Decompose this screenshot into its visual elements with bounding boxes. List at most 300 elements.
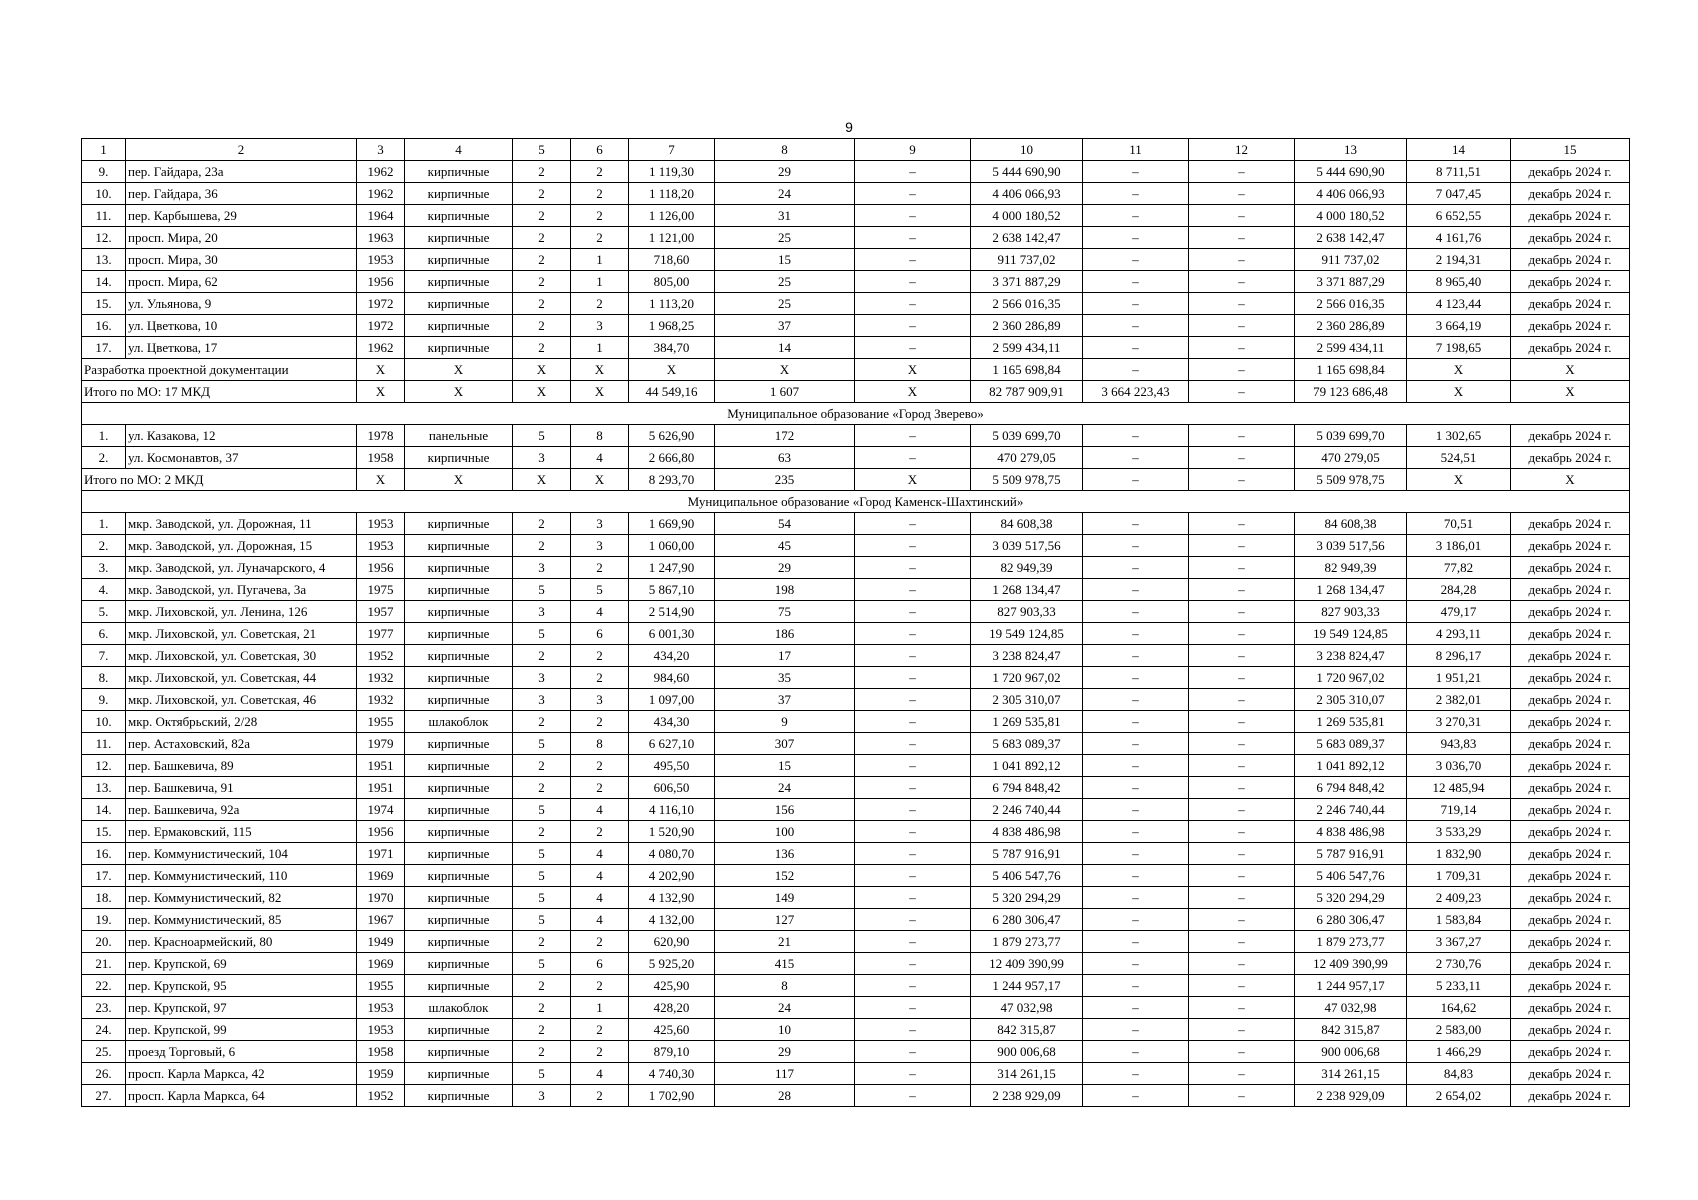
table-cell: 5	[513, 887, 571, 909]
row-index: 5.	[82, 601, 126, 623]
table-cell: 1 832,90	[1407, 843, 1511, 865]
column-number: 9	[855, 139, 971, 161]
table-row	[82, 711, 1630, 733]
table-cell: 1	[571, 337, 629, 359]
table-cell: 2 566 016,35	[971, 293, 1083, 315]
table-cell: кирпичные	[405, 733, 513, 755]
row-index: 14.	[82, 799, 126, 821]
table-cell: 1956	[357, 557, 405, 579]
table-cell: 1967	[357, 909, 405, 931]
section-header-row	[82, 403, 1630, 425]
table-cell: 5 925,20	[629, 953, 715, 975]
table-cell: 1932	[357, 689, 405, 711]
table-cell: –	[1189, 821, 1295, 843]
table-cell: –	[1189, 931, 1295, 953]
table-row	[82, 975, 1630, 997]
address-cell: пер. Башкевича, 92а	[126, 799, 357, 821]
table-cell: 172	[715, 425, 855, 447]
table-cell: декабрь 2024 г.	[1511, 425, 1630, 447]
address-cell: пер. Башкевича, 91	[126, 777, 357, 799]
table-cell: кирпичные	[405, 689, 513, 711]
table-cell: 3 238 824,47	[1295, 645, 1407, 667]
table-cell: –	[1083, 513, 1189, 535]
table-cell: декабрь 2024 г.	[1511, 1041, 1630, 1063]
table-cell: 6 627,10	[629, 733, 715, 755]
table-cell: 136	[715, 843, 855, 865]
total-cell: X	[1407, 381, 1511, 403]
table-cell: 29	[715, 1041, 855, 1063]
row-index: 22.	[82, 975, 126, 997]
table-cell: –	[1189, 843, 1295, 865]
total-row	[82, 469, 1630, 491]
table-cell: 2 238 929,09	[1295, 1085, 1407, 1107]
table-cell: 14	[715, 337, 855, 359]
table-cell: 3	[513, 447, 571, 469]
table-cell: 8 711,51	[1407, 161, 1511, 183]
table-cell: 2	[513, 931, 571, 953]
table-cell: 1 720 967,02	[1295, 667, 1407, 689]
table-cell: 1 041 892,12	[971, 755, 1083, 777]
table-cell: 1 268 134,47	[971, 579, 1083, 601]
table-row	[82, 183, 1630, 205]
table-cell: 2	[571, 1019, 629, 1041]
table-cell: кирпичные	[405, 909, 513, 931]
table-cell: –	[1083, 997, 1189, 1019]
table-cell: кирпичные	[405, 667, 513, 689]
table-cell: 879,10	[629, 1041, 715, 1063]
table-cell: 7 047,45	[1407, 183, 1511, 205]
table-cell: декабрь 2024 г.	[1511, 865, 1630, 887]
total-cell: X	[405, 469, 513, 491]
table-cell: 2 246 740,44	[1295, 799, 1407, 821]
column-number: 5	[513, 139, 571, 161]
table-cell: 1 060,00	[629, 535, 715, 557]
table-cell: –	[1189, 733, 1295, 755]
table-cell: 25	[715, 227, 855, 249]
table-cell: –	[855, 667, 971, 689]
table-cell: –	[855, 865, 971, 887]
table-cell: 842 315,87	[971, 1019, 1083, 1041]
table-cell: 1962	[357, 183, 405, 205]
row-index: 9.	[82, 689, 126, 711]
row-index: 6.	[82, 623, 126, 645]
table-cell: кирпичные	[405, 799, 513, 821]
table-cell: 842 315,87	[1295, 1019, 1407, 1041]
address-cell: пер. Ермаковский, 115	[126, 821, 357, 843]
table-cell: –	[1189, 997, 1295, 1019]
table-cell: 3 039 517,56	[1295, 535, 1407, 557]
table-cell: –	[855, 579, 971, 601]
table-row	[82, 447, 1630, 469]
total-cell: X	[571, 469, 629, 491]
table-cell: –	[1189, 1019, 1295, 1041]
total-cell: –	[1083, 469, 1189, 491]
table-cell: декабрь 2024 г.	[1511, 975, 1630, 997]
table-cell: –	[855, 161, 971, 183]
address-cell: мкр. Лиховской, ул. Ленина, 126	[126, 601, 357, 623]
table-cell: –	[855, 645, 971, 667]
address-cell: пер. Крупской, 95	[126, 975, 357, 997]
table-cell: 5 320 294,29	[1295, 887, 1407, 909]
table-cell: 2 194,31	[1407, 249, 1511, 271]
table-cell: 1952	[357, 1085, 405, 1107]
table-cell: декабрь 2024 г.	[1511, 1085, 1630, 1107]
table-cell: декабрь 2024 г.	[1511, 623, 1630, 645]
table-cell: –	[855, 249, 971, 271]
table-cell: 2	[513, 1041, 571, 1063]
address-cell: ул. Казакова, 12	[126, 425, 357, 447]
table-cell: 943,83	[1407, 733, 1511, 755]
table-cell: –	[1083, 667, 1189, 689]
address-cell: мкр. Заводской, ул. Дорожная, 11	[126, 513, 357, 535]
table-cell: 2	[513, 755, 571, 777]
table-cell: декабрь 2024 г.	[1511, 205, 1630, 227]
table-cell: 911 737,02	[1295, 249, 1407, 271]
table-cell: шлакоблок	[405, 711, 513, 733]
table-row	[82, 931, 1630, 953]
table-cell: –	[1189, 161, 1295, 183]
table-cell: 1932	[357, 667, 405, 689]
table-cell: 5	[513, 1063, 571, 1085]
table-row	[82, 425, 1630, 447]
table-cell: 2 360 286,89	[1295, 315, 1407, 337]
column-number: 1	[82, 139, 126, 161]
table-cell: 24	[715, 777, 855, 799]
row-index: 20.	[82, 931, 126, 953]
table-cell: 1 583,84	[1407, 909, 1511, 931]
table-cell: 1 244 957,17	[971, 975, 1083, 997]
table-cell: –	[1189, 975, 1295, 997]
table-cell: –	[855, 997, 971, 1019]
table-cell: декабрь 2024 г.	[1511, 1063, 1630, 1085]
table-cell: 186	[715, 623, 855, 645]
table-cell: кирпичные	[405, 271, 513, 293]
table-cell: 2	[513, 975, 571, 997]
table-cell: 4 000 180,52	[971, 205, 1083, 227]
table-cell: 4	[571, 843, 629, 865]
table-cell: 3 367,27	[1407, 931, 1511, 953]
table-cell: –	[1189, 557, 1295, 579]
table-cell: –	[1189, 953, 1295, 975]
table-cell: 1 879 273,77	[971, 931, 1083, 953]
address-cell: просп. Мира, 30	[126, 249, 357, 271]
table-cell: –	[1189, 755, 1295, 777]
table-cell: –	[1189, 315, 1295, 337]
table-cell: –	[1083, 623, 1189, 645]
table-cell: 1 302,65	[1407, 425, 1511, 447]
table-cell: декабрь 2024 г.	[1511, 513, 1630, 535]
table-body	[82, 139, 1630, 1107]
table-cell: –	[1083, 161, 1189, 183]
section-title: Муниципальное образование «Город Каменск-Шахтинский»	[82, 491, 1630, 513]
table-cell: 900 006,68	[1295, 1041, 1407, 1063]
address-cell: пер. Гайдара, 23а	[126, 161, 357, 183]
table-cell: 606,50	[629, 777, 715, 799]
table-cell: 1952	[357, 645, 405, 667]
table-cell: декабрь 2024 г.	[1511, 733, 1630, 755]
total-cell: X	[357, 381, 405, 403]
table-cell: 2	[571, 645, 629, 667]
table-cell: 307	[715, 733, 855, 755]
table-cell: –	[855, 689, 971, 711]
table-cell: декабрь 2024 г.	[1511, 799, 1630, 821]
table-cell: 45	[715, 535, 855, 557]
table-cell: панельные	[405, 425, 513, 447]
table-cell: 3	[571, 315, 629, 337]
table-cell: 1949	[357, 931, 405, 953]
table-cell: 3	[513, 1085, 571, 1107]
table-cell: 2 566 016,35	[1295, 293, 1407, 315]
table-cell: 6 280 306,47	[971, 909, 1083, 931]
table-cell: 434,30	[629, 711, 715, 733]
table-cell: 29	[715, 161, 855, 183]
table-cell: 2	[571, 293, 629, 315]
table-cell: –	[855, 953, 971, 975]
table-row	[82, 953, 1630, 975]
total-cell: 1 607	[715, 381, 855, 403]
address-cell: пер. Карбышева, 29	[126, 205, 357, 227]
table-cell: –	[1083, 425, 1189, 447]
table-cell: 1956	[357, 271, 405, 293]
table-row	[82, 997, 1630, 1019]
address-cell: просп. Мира, 20	[126, 227, 357, 249]
table-cell: 149	[715, 887, 855, 909]
row-index: 27.	[82, 1085, 126, 1107]
table-row	[82, 623, 1630, 645]
table-cell: 2 305 310,07	[971, 689, 1083, 711]
table-cell: –	[855, 557, 971, 579]
address-cell: просп. Мира, 62	[126, 271, 357, 293]
table-cell: –	[1189, 513, 1295, 535]
table-cell: –	[1083, 1063, 1189, 1085]
table-cell: 127	[715, 909, 855, 931]
table-cell: декабрь 2024 г.	[1511, 645, 1630, 667]
table-cell: –	[1189, 777, 1295, 799]
table-cell: –	[1083, 1085, 1189, 1107]
table-cell: кирпичные	[405, 1085, 513, 1107]
column-number: 11	[1083, 139, 1189, 161]
table-cell: 1 466,29	[1407, 1041, 1511, 1063]
table-cell: 5	[513, 843, 571, 865]
table-cell: 3 371 887,29	[1295, 271, 1407, 293]
table-cell: 1958	[357, 1041, 405, 1063]
table-cell: –	[1083, 315, 1189, 337]
column-number: 10	[971, 139, 1083, 161]
table-cell: 1969	[357, 953, 405, 975]
column-number: 6	[571, 139, 629, 161]
row-index: 12.	[82, 227, 126, 249]
row-index: 2.	[82, 535, 126, 557]
table-cell: 384,70	[629, 337, 715, 359]
row-index: 13.	[82, 777, 126, 799]
table-cell: 164,62	[1407, 997, 1511, 1019]
table-cell: 1957	[357, 601, 405, 623]
table-cell: 1975	[357, 579, 405, 601]
table-cell: декабрь 2024 г.	[1511, 689, 1630, 711]
table-cell: –	[855, 227, 971, 249]
table-cell: –	[855, 843, 971, 865]
table-cell: –	[1083, 271, 1189, 293]
total-cell: X	[855, 469, 971, 491]
total-cell: –	[1189, 469, 1295, 491]
row-index: 4.	[82, 579, 126, 601]
column-number: 15	[1511, 139, 1630, 161]
table-cell: 4 406 066,93	[1295, 183, 1407, 205]
address-cell: пер. Коммунистический, 110	[126, 865, 357, 887]
column-number: 12	[1189, 139, 1295, 161]
row-index: 17.	[82, 337, 126, 359]
table-cell: –	[855, 601, 971, 623]
table-cell: 5 444 690,90	[1295, 161, 1407, 183]
table-cell: –	[1083, 579, 1189, 601]
table-row	[82, 777, 1630, 799]
table-cell: 5 406 547,76	[971, 865, 1083, 887]
table-cell: –	[1189, 425, 1295, 447]
address-cell: пер. Астаховский, 82а	[126, 733, 357, 755]
table-cell: –	[855, 777, 971, 799]
table-cell: 2 360 286,89	[971, 315, 1083, 337]
table-cell: 5 683 089,37	[1295, 733, 1407, 755]
total-cell: X	[513, 381, 571, 403]
table-cell: 6	[571, 623, 629, 645]
table-cell: 2	[513, 227, 571, 249]
table-cell: –	[1189, 711, 1295, 733]
row-index: 16.	[82, 843, 126, 865]
address-cell: мкр. Заводской, ул. Пугачева, 3а	[126, 579, 357, 601]
table-cell: 428,20	[629, 997, 715, 1019]
table-cell: 77,82	[1407, 557, 1511, 579]
table-cell: –	[855, 975, 971, 997]
table-cell: кирпичные	[405, 645, 513, 667]
total-cell: 3 664 223,43	[1083, 381, 1189, 403]
table-cell: –	[1083, 931, 1189, 953]
table-cell: 2 382,01	[1407, 689, 1511, 711]
table-cell: 8	[715, 975, 855, 997]
row-index: 13.	[82, 249, 126, 271]
table-cell: кирпичные	[405, 953, 513, 975]
table-cell: 8 965,40	[1407, 271, 1511, 293]
table-cell: 2	[571, 777, 629, 799]
table-cell: –	[1083, 183, 1189, 205]
total-cell: 1 165 698,84	[1295, 359, 1407, 381]
table-cell: 1 119,30	[629, 161, 715, 183]
table-cell: 1 126,00	[629, 205, 715, 227]
table-cell: –	[1083, 975, 1189, 997]
table-cell: –	[1083, 337, 1189, 359]
table-cell: 5 787 916,91	[1295, 843, 1407, 865]
table-cell: –	[1083, 205, 1189, 227]
row-index: 19.	[82, 909, 126, 931]
table-cell: кирпичные	[405, 227, 513, 249]
table-cell: декабрь 2024 г.	[1511, 953, 1630, 975]
table-cell: 6	[571, 953, 629, 975]
table-cell: 12 485,94	[1407, 777, 1511, 799]
table-cell: –	[1189, 799, 1295, 821]
table-cell: 3 533,29	[1407, 821, 1511, 843]
table-cell: 2	[513, 535, 571, 557]
table-row	[82, 227, 1630, 249]
row-index: 8.	[82, 667, 126, 689]
table-row	[82, 865, 1630, 887]
table-cell: 1974	[357, 799, 405, 821]
table-row	[82, 1063, 1630, 1085]
total-cell: 8 293,70	[629, 469, 715, 491]
address-cell: мкр. Лиховской, ул. Советская, 30	[126, 645, 357, 667]
table-cell: 84 608,38	[971, 513, 1083, 535]
total-cell: X	[1511, 359, 1630, 381]
table-cell: кирпичные	[405, 535, 513, 557]
table-cell: 1964	[357, 205, 405, 227]
table-cell: 1 113,20	[629, 293, 715, 315]
table-cell: –	[1083, 755, 1189, 777]
total-cell: X	[715, 359, 855, 381]
table-cell: –	[1083, 557, 1189, 579]
table-row	[82, 1019, 1630, 1041]
table-cell: –	[1083, 645, 1189, 667]
table-cell: –	[855, 447, 971, 469]
total-cell: 5 509 978,75	[971, 469, 1083, 491]
table-cell: 5	[513, 909, 571, 931]
table-cell: 21	[715, 931, 855, 953]
table-cell: 2	[513, 249, 571, 271]
table-cell: 3 371 887,29	[971, 271, 1083, 293]
table-cell: 314 261,15	[1295, 1063, 1407, 1085]
total-cell: 44 549,16	[629, 381, 715, 403]
table-row	[82, 755, 1630, 777]
total-cell: X	[1407, 359, 1511, 381]
table-cell: –	[1083, 777, 1189, 799]
table-cell: 7 198,65	[1407, 337, 1511, 359]
table-cell: кирпичные	[405, 821, 513, 843]
table-cell: 47 032,98	[1295, 997, 1407, 1019]
table-cell: 5 320 294,29	[971, 887, 1083, 909]
table-cell: 84 608,38	[1295, 513, 1407, 535]
table-cell: кирпичные	[405, 755, 513, 777]
table-cell: –	[855, 755, 971, 777]
table-cell: 2 583,00	[1407, 1019, 1511, 1041]
table-row	[82, 315, 1630, 337]
table-cell: декабрь 2024 г.	[1511, 821, 1630, 843]
table-cell: 5	[571, 579, 629, 601]
table-cell: 17	[715, 645, 855, 667]
total-cell: X	[855, 381, 971, 403]
table-cell: 5	[513, 623, 571, 645]
table-cell: декабрь 2024 г.	[1511, 579, 1630, 601]
table-cell: кирпичные	[405, 1063, 513, 1085]
table-cell: –	[1189, 909, 1295, 931]
table-cell: 1 702,90	[629, 1085, 715, 1107]
table-cell: декабрь 2024 г.	[1511, 249, 1630, 271]
section-header-row	[82, 491, 1630, 513]
table-cell: 5	[513, 865, 571, 887]
table-cell: 3	[571, 513, 629, 535]
table-cell: –	[1083, 799, 1189, 821]
table-cell: декабрь 2024 г.	[1511, 271, 1630, 293]
table-cell: –	[1189, 227, 1295, 249]
table-cell: 2	[571, 755, 629, 777]
table-cell: –	[1083, 293, 1189, 315]
table-cell: 8	[571, 425, 629, 447]
table-cell: –	[1189, 249, 1295, 271]
table-cell: 2	[513, 293, 571, 315]
table-cell: 1956	[357, 821, 405, 843]
table-cell: 2	[513, 997, 571, 1019]
table-cell: –	[1083, 601, 1189, 623]
row-index: 24.	[82, 1019, 126, 1041]
table-cell: 5 867,10	[629, 579, 715, 601]
address-cell: пер. Коммунистический, 104	[126, 843, 357, 865]
table-cell: декабрь 2024 г.	[1511, 777, 1630, 799]
